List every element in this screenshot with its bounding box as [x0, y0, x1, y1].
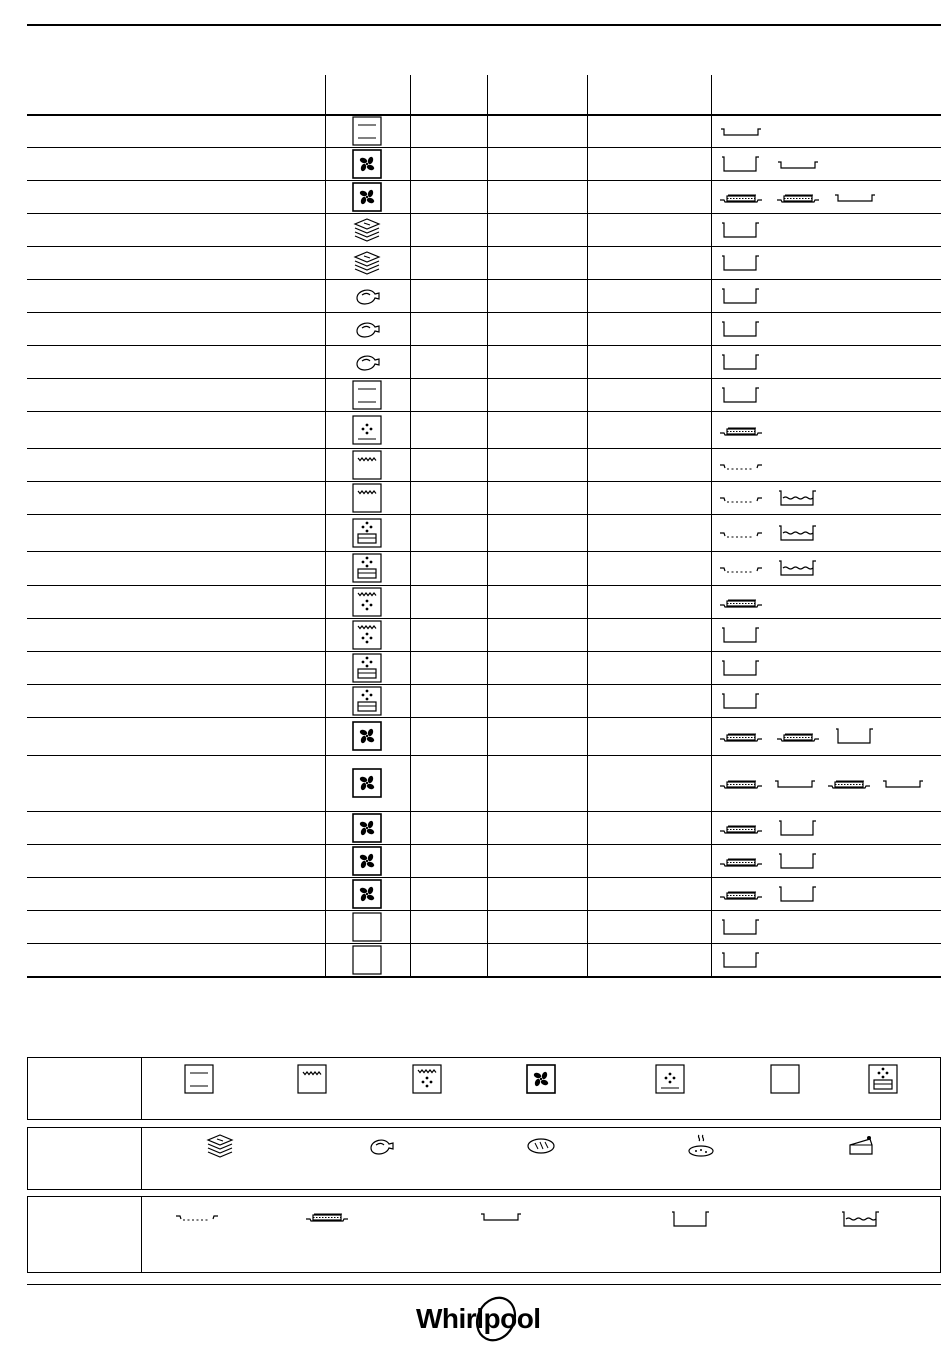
layers-multilevel-icon: [352, 215, 382, 245]
drip-tray-water-icon: [775, 559, 821, 581]
table-row-line: [27, 585, 941, 586]
table-row-line: [27, 514, 941, 515]
turbo-grill-icon: [352, 620, 382, 650]
deep-pan-icon: [775, 852, 821, 874]
logo-text: Whirlpool: [416, 1303, 541, 1334]
deep-pan-icon: [775, 819, 821, 841]
forced-air-fan-icon: [352, 182, 382, 212]
table-row-line: [27, 345, 941, 346]
bread-icon: [526, 1131, 556, 1161]
top-rule: [27, 24, 941, 26]
deep-pan-icon: [718, 951, 764, 973]
table-row-line: [27, 481, 941, 482]
table-row-line: [27, 755, 941, 756]
layers-multilevel-icon: [352, 248, 382, 278]
turbo-grill-icon: [412, 1064, 442, 1094]
table-row-line: [27, 246, 941, 247]
table-row-line: [27, 147, 941, 148]
maxi-cooking-icon: [352, 553, 382, 583]
eco-empty-icon: [352, 912, 382, 942]
table-row-line: [27, 943, 941, 944]
deep-pan-icon: [718, 254, 764, 276]
deep-pan-icon: [832, 727, 878, 749]
table-col-line: [711, 75, 712, 976]
wire-shelf-icon: [718, 492, 764, 514]
legend-accessories-box: [27, 1196, 941, 1273]
legend-functions-box: [27, 1057, 941, 1120]
grill-icon: [352, 483, 382, 513]
bottom-rule: [27, 1284, 941, 1285]
forced-air-fan-icon: [352, 813, 382, 843]
deep-pan-icon: [718, 386, 764, 408]
table-col-line: [325, 75, 326, 976]
flat-pan-icon: [718, 125, 764, 147]
drip-tray-water-icon: [838, 1210, 884, 1233]
deep-pan-icon: [718, 918, 764, 940]
forced-air-fan-icon: [526, 1064, 556, 1094]
maxi-cooking-icon: [352, 653, 382, 683]
table-row-line: [27, 411, 941, 412]
drip-tray-water-icon: [775, 524, 821, 546]
deep-pan-icon: [775, 885, 821, 907]
wire-shelf-icon: [718, 562, 764, 584]
deep-pan-icon: [718, 626, 764, 648]
flat-pan-icon: [775, 158, 821, 180]
table-row-line: [27, 448, 941, 449]
baking-tray-icon: [718, 424, 764, 446]
deep-pan-icon: [718, 320, 764, 342]
wire-shelf-icon: [718, 459, 764, 481]
wire-shelf-icon: [174, 1210, 220, 1229]
table-row-line: [27, 618, 941, 619]
flat-pan-icon: [478, 1210, 524, 1229]
table-row-line: [27, 279, 941, 280]
forced-air-fan-icon: [352, 768, 382, 798]
conventional-heat-icon: [352, 116, 382, 146]
flat-pan-icon: [832, 191, 878, 213]
deep-pan-icon: [718, 287, 764, 309]
table-row-line: [27, 811, 941, 812]
table-row-line: [27, 877, 941, 878]
forced-air-fan-icon: [352, 721, 382, 751]
table-row-line: [27, 651, 941, 652]
legend-food-box: [27, 1127, 941, 1190]
eco-empty-icon: [770, 1064, 800, 1094]
table-row-line: [27, 114, 941, 116]
table-row-line: [27, 976, 941, 978]
table-row-line: [27, 684, 941, 685]
pizza-icon: [686, 1131, 716, 1161]
maxi-cooking-icon: [352, 686, 382, 716]
table-row-line: [27, 551, 941, 552]
chicken-roast-icon: [352, 314, 382, 344]
eco-empty-icon: [352, 945, 382, 975]
whirlpool-logo: [414, 1295, 556, 1343]
grill-icon: [352, 450, 382, 480]
drip-tray-water-icon: [775, 489, 821, 511]
flat-pan-icon: [880, 777, 926, 799]
chicken-roast-icon: [366, 1131, 396, 1161]
turbo-grill-icon: [352, 587, 382, 617]
forced-air-fan-icon: [352, 879, 382, 909]
convection-bake-icon: [352, 415, 382, 445]
baking-tray-icon: [718, 822, 764, 844]
deep-pan-icon: [718, 692, 764, 714]
deep-pan-icon: [718, 221, 764, 243]
baking-tray-icon: [718, 596, 764, 618]
deep-pan-icon: [718, 659, 764, 681]
maxi-cooking-icon: [352, 518, 382, 548]
deep-pan-icon: [668, 1210, 714, 1233]
baking-tray-icon: [718, 888, 764, 910]
baking-tray-icon: [718, 855, 764, 877]
flat-pan-icon: [772, 777, 818, 799]
conventional-heat-icon: [352, 380, 382, 410]
cake-icon: [846, 1131, 876, 1161]
table-row-line: [27, 213, 941, 214]
convection-bake-icon: [655, 1064, 685, 1094]
deep-pan-icon: [718, 353, 764, 375]
chicken-roast-icon: [352, 347, 382, 377]
forced-air-fan-icon: [352, 846, 382, 876]
maxi-cooking-icon: [868, 1064, 898, 1094]
table-row-line: [27, 312, 941, 313]
table-row-line: [27, 844, 941, 845]
baking-tray-icon: [826, 777, 872, 799]
table-col-line: [410, 75, 411, 976]
table-row-line: [27, 910, 941, 911]
table-row-line: [27, 717, 941, 718]
baking-tray-icon: [718, 777, 764, 799]
forced-air-fan-icon: [352, 149, 382, 179]
baking-tray-icon: [775, 730, 821, 752]
table-col-line: [487, 75, 488, 976]
baking-tray-icon: [304, 1210, 350, 1229]
conventional-heat-icon: [184, 1064, 214, 1094]
layers-multilevel-icon: [205, 1131, 235, 1161]
baking-tray-icon: [718, 191, 764, 213]
baking-tray-icon: [775, 191, 821, 213]
table-col-line: [587, 75, 588, 976]
table-row-line: [27, 180, 941, 181]
wire-shelf-icon: [718, 527, 764, 549]
chicken-roast-icon: [352, 281, 382, 311]
baking-tray-icon: [718, 730, 764, 752]
deep-pan-icon: [718, 155, 764, 177]
table-row-line: [27, 378, 941, 379]
grill-icon: [297, 1064, 327, 1094]
